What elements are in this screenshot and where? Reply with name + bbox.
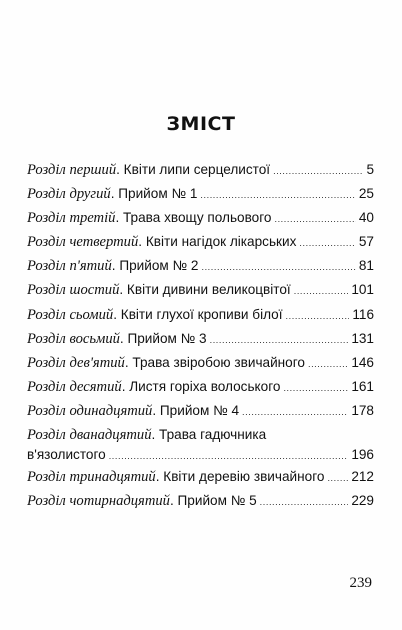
chapter-number: Розділ третій xyxy=(27,210,116,227)
page-number: 212 xyxy=(351,469,374,485)
page-title: ЗМІСТ xyxy=(166,113,236,135)
chapter-number: Розділ дванадцятий xyxy=(27,427,152,444)
toc-entry xyxy=(27,402,374,426)
chapter-title: . Квіти глухої кропиви білої xyxy=(113,306,283,322)
toc-entry xyxy=(27,330,374,354)
chapter-title-continuation: в'язолистого xyxy=(27,447,106,463)
toc-entry xyxy=(27,209,374,233)
dot-leader xyxy=(260,494,349,511)
page-number: 161 xyxy=(351,378,374,394)
folio-page-number: 239 xyxy=(349,575,372,591)
dot-leader xyxy=(210,332,349,349)
toc-entry-label xyxy=(27,257,359,276)
table-of-contents xyxy=(27,161,374,516)
toc-entry xyxy=(27,354,374,378)
chapter-number: Розділ другий xyxy=(27,186,111,203)
dot-leader xyxy=(242,404,348,421)
chapter-number: Розділ четвертий xyxy=(27,234,139,251)
chapter-number: Розділ шостий xyxy=(27,282,120,299)
dot-leader xyxy=(327,470,348,487)
page-number: 146 xyxy=(351,354,374,370)
chapter-title: . Прийом № 4 xyxy=(152,402,240,418)
toc-entry-label xyxy=(27,330,351,349)
page-number: 178 xyxy=(351,402,374,418)
chapter-number: Розділ перший xyxy=(27,162,117,178)
page-number: 57 xyxy=(358,234,374,250)
toc-entry-continuation xyxy=(27,446,374,465)
toc-entry-label xyxy=(27,209,359,228)
dot-leader xyxy=(274,211,355,228)
chapter-title: . Листя горіха волоського xyxy=(121,378,281,394)
page-number: 25 xyxy=(358,186,374,202)
page-number: 101 xyxy=(351,282,374,298)
chapter-number: Розділ тринадцятий xyxy=(27,469,156,486)
toc-entry-label xyxy=(27,426,374,444)
dot-leader xyxy=(273,163,363,180)
toc-entry xyxy=(27,378,374,402)
chapter-number: Розділ чотирнадцятий xyxy=(27,493,170,510)
page-number: 81 xyxy=(358,258,374,274)
page-number: 196 xyxy=(351,447,374,463)
dot-leader xyxy=(109,448,349,465)
chapter-number: Розділ дев'ятий xyxy=(27,354,125,371)
page-number: 131 xyxy=(351,330,374,346)
toc-entry-label xyxy=(27,306,352,325)
dot-leader xyxy=(286,308,350,325)
chapter-title: . Квіти деревію звичайного xyxy=(155,469,325,485)
chapter-title: . Прийом № 3 xyxy=(119,330,207,346)
toc-entry-label xyxy=(27,281,351,300)
chapter-title: . Квіти дивини великоцвітої xyxy=(119,282,291,298)
dot-leader xyxy=(308,356,348,373)
page-number: 5 xyxy=(366,162,374,177)
toc-entry-label xyxy=(27,468,351,487)
dot-leader xyxy=(201,259,355,276)
chapter-title: . Трава гадючника xyxy=(151,427,267,443)
toc-entry xyxy=(27,161,374,185)
toc-entry xyxy=(27,233,374,257)
chapter-title: . Квіти липи серцелистої xyxy=(116,162,271,177)
chapter-title: . Квіти нагідок лікарських xyxy=(138,234,297,250)
toc-entry-label xyxy=(27,354,351,373)
page-number: 116 xyxy=(352,306,374,322)
toc-entry-label xyxy=(27,402,351,421)
toc-entry xyxy=(27,468,374,492)
chapter-number: Розділ восьмий xyxy=(27,330,120,347)
page-number: 40 xyxy=(358,210,374,226)
page-number: 229 xyxy=(351,493,374,509)
chapter-number: Розділ п'ятий xyxy=(27,258,112,275)
chapter-title: . Трава хвощу польового xyxy=(115,210,272,226)
toc-entry xyxy=(27,306,374,330)
dot-leader xyxy=(299,235,355,252)
chapter-number: Розділ десятий xyxy=(27,378,122,395)
toc-entry xyxy=(27,185,374,209)
toc-entry-label xyxy=(27,492,351,511)
toc-entry xyxy=(27,281,374,305)
chapter-title: . Прийом № 5 xyxy=(169,493,257,509)
toc-entry-label xyxy=(27,161,366,180)
chapter-title: . Прийом № 2 xyxy=(111,258,199,274)
toc-entry xyxy=(27,492,374,516)
chapter-number: Розділ одинадцятий xyxy=(27,402,153,419)
dot-leader xyxy=(200,187,355,204)
chapter-number: Розділ сьомий xyxy=(27,306,114,323)
chapter-title: . Трава звіробою звичайного xyxy=(124,354,305,370)
toc-entry-label xyxy=(27,233,359,252)
dot-leader xyxy=(294,283,349,300)
toc-entry xyxy=(27,257,374,281)
toc-entry xyxy=(27,426,374,468)
chapter-title: . Прийом № 1 xyxy=(110,186,198,202)
dot-leader xyxy=(283,380,348,397)
toc-entry-label xyxy=(27,185,359,204)
toc-entry-label xyxy=(27,378,351,397)
